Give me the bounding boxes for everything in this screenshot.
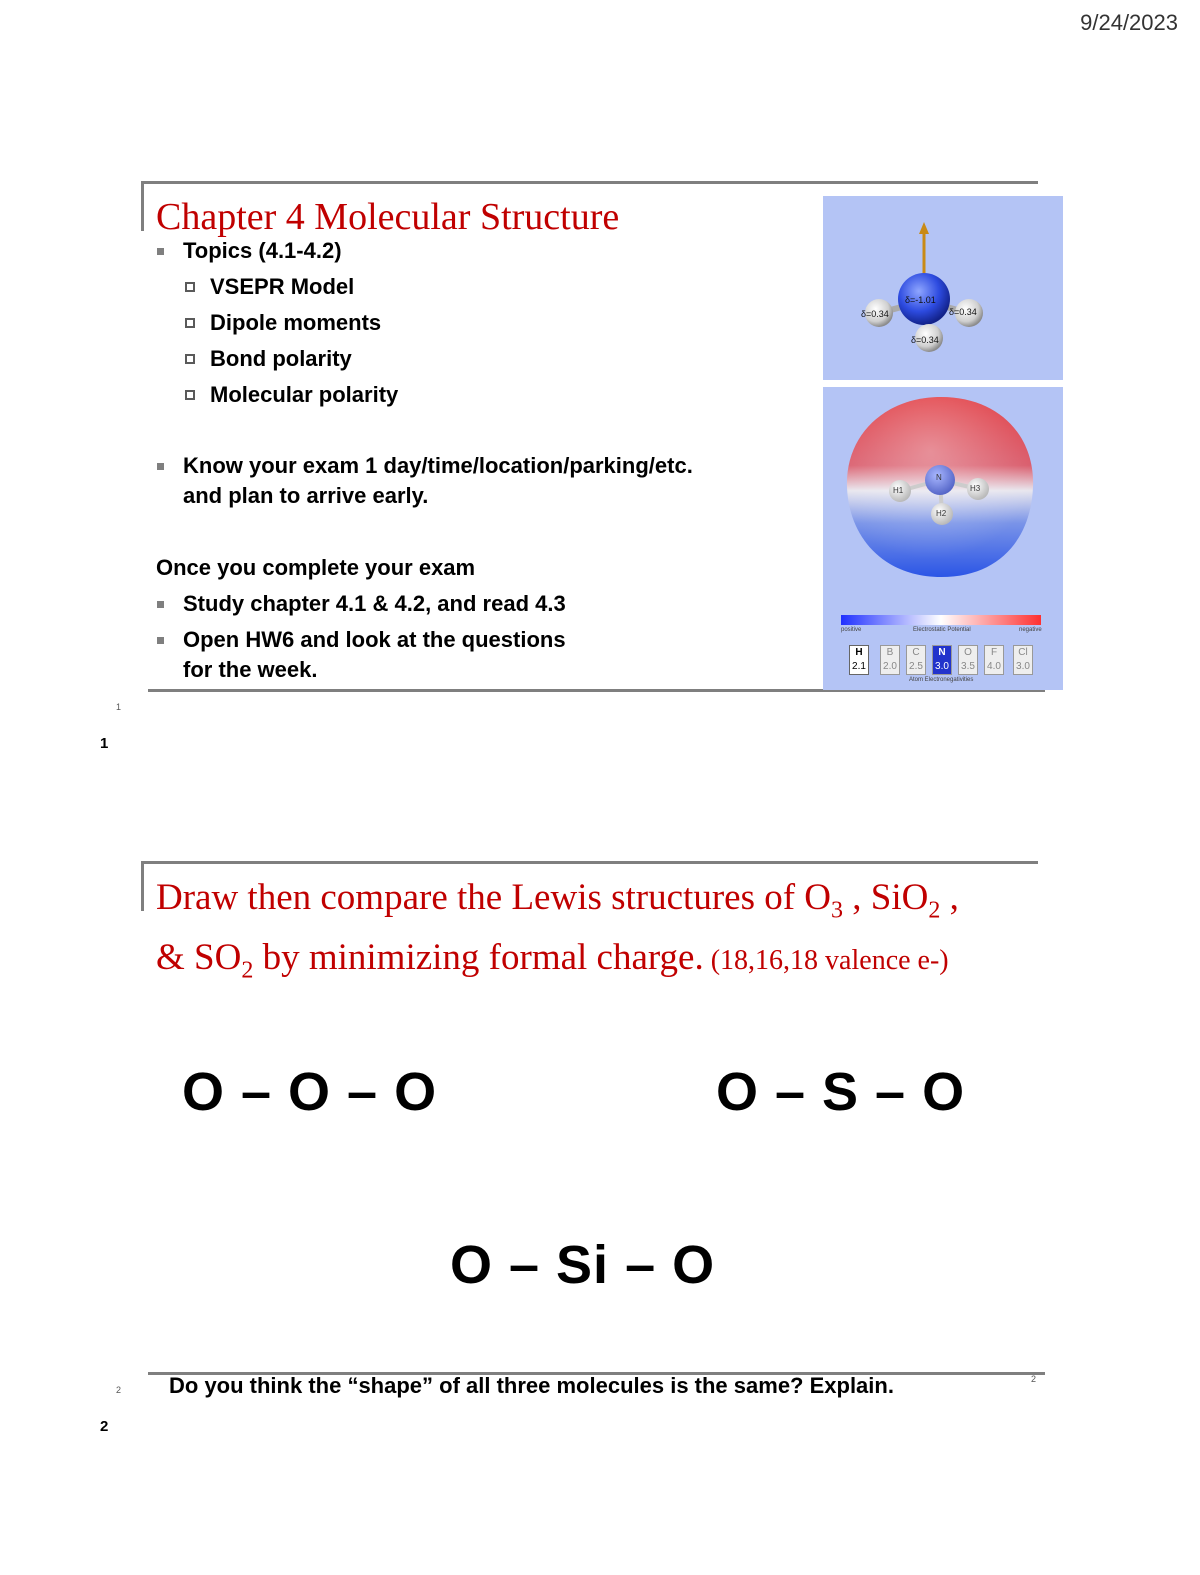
element-cell: Cl 3.0 (1013, 645, 1033, 675)
scale-mid-label: Electrostatic Potential (913, 627, 971, 633)
atom-label-h3: H3 (970, 484, 981, 493)
hollow-square-bullet-icon (185, 282, 195, 292)
once-complete-text: Once you complete your exam (156, 555, 476, 580)
scale-left-label: positive (841, 627, 862, 633)
element-cell: O 3.5 (958, 645, 978, 675)
ammonia-dipole-figure (823, 196, 1063, 380)
scale-right-label: negative (1019, 627, 1042, 633)
ammonia-potential-surface-image (823, 387, 1063, 612)
bullet-square-icon (157, 463, 164, 470)
h-bottom-charge-label: δ=0.34 (911, 335, 939, 345)
subtopic-item: VSEPR Model (210, 274, 355, 299)
slide1-title: Chapter 4 Molecular Structure (156, 196, 620, 238)
potential-color-scale (841, 615, 1041, 625)
element-cell: C 2.5 (906, 645, 926, 675)
shape-question: Do you think the “shape” of all three molecules is the same? Explain. (169, 1373, 894, 1398)
slide2-top-rule (141, 861, 1038, 864)
slide2-inner-number-left: 2 (116, 1385, 122, 1395)
slide1-left-rule (141, 181, 144, 231)
electrostatic-potential-figure (823, 387, 1063, 690)
atom-label-h2: H2 (936, 509, 947, 518)
study-bullet: Study chapter 4.1 & 4.2, and read 4.3 (183, 591, 566, 616)
ozone-skeleton: O – O – O (182, 1062, 438, 1122)
slide2-left-rule (141, 861, 144, 911)
slide1-inner-number: 1 (116, 702, 122, 712)
sio2-skeleton: O – Si – O (450, 1235, 716, 1295)
h-left-charge-label: δ=0.34 (861, 309, 889, 319)
element-cell: B 2.0 (880, 645, 900, 675)
slide1-top-rule (141, 181, 1038, 184)
slide2-inner-number-right: 2 (1031, 1374, 1037, 1384)
subtopic-item: Molecular polarity (210, 382, 399, 407)
exam-bullet-line2: and plan to arrive early. (183, 483, 429, 508)
bullet-square-icon (157, 637, 164, 644)
hollow-square-bullet-icon (185, 318, 195, 328)
print-date: 9/24/2023 (1080, 10, 1178, 35)
topics-bullet: Topics (4.1-4.2) (183, 238, 342, 263)
n-charge-label: δ=-1.01 (905, 295, 936, 305)
hw-bullet-line2: for the week. (183, 657, 318, 682)
subtopic-item: Dipole moments (210, 310, 382, 335)
atom-label-h1: H1 (893, 486, 904, 495)
hollow-square-bullet-icon (185, 390, 195, 400)
h-right-charge-label: δ=0.34 (949, 307, 977, 317)
page-number-1: 1 (100, 735, 109, 752)
element-cell: H 2.1 (849, 645, 869, 675)
ammonia-ball-stick-image (823, 196, 1063, 380)
subtopic-item: Bond polarity (210, 346, 352, 371)
hollow-square-bullet-icon (185, 354, 195, 364)
atom-label-n: N (936, 473, 942, 482)
electronegativity-footer: Atom Electronegativities (909, 677, 974, 683)
so2-skeleton: O – S – O (716, 1062, 966, 1122)
slide2-title: Draw then compare the Lewis structures of $O_3$ , SiO$_2$ , & $SO_2$ by minimizing formal charge. (18,16,18 valence e-) (156, 877, 959, 984)
element-cell-selected: N 3.0 (932, 645, 952, 675)
element-cell: F 4.0 (984, 645, 1004, 675)
bullet-square-icon (157, 601, 164, 608)
page-number-2: 2 (100, 1418, 109, 1435)
bullet-square-icon (157, 248, 164, 255)
exam-bullet-line1: Know your exam 1 day/time/location/parking/etc. (183, 453, 693, 478)
hw-bullet-line1: Open HW6 and look at the questions (183, 627, 566, 652)
